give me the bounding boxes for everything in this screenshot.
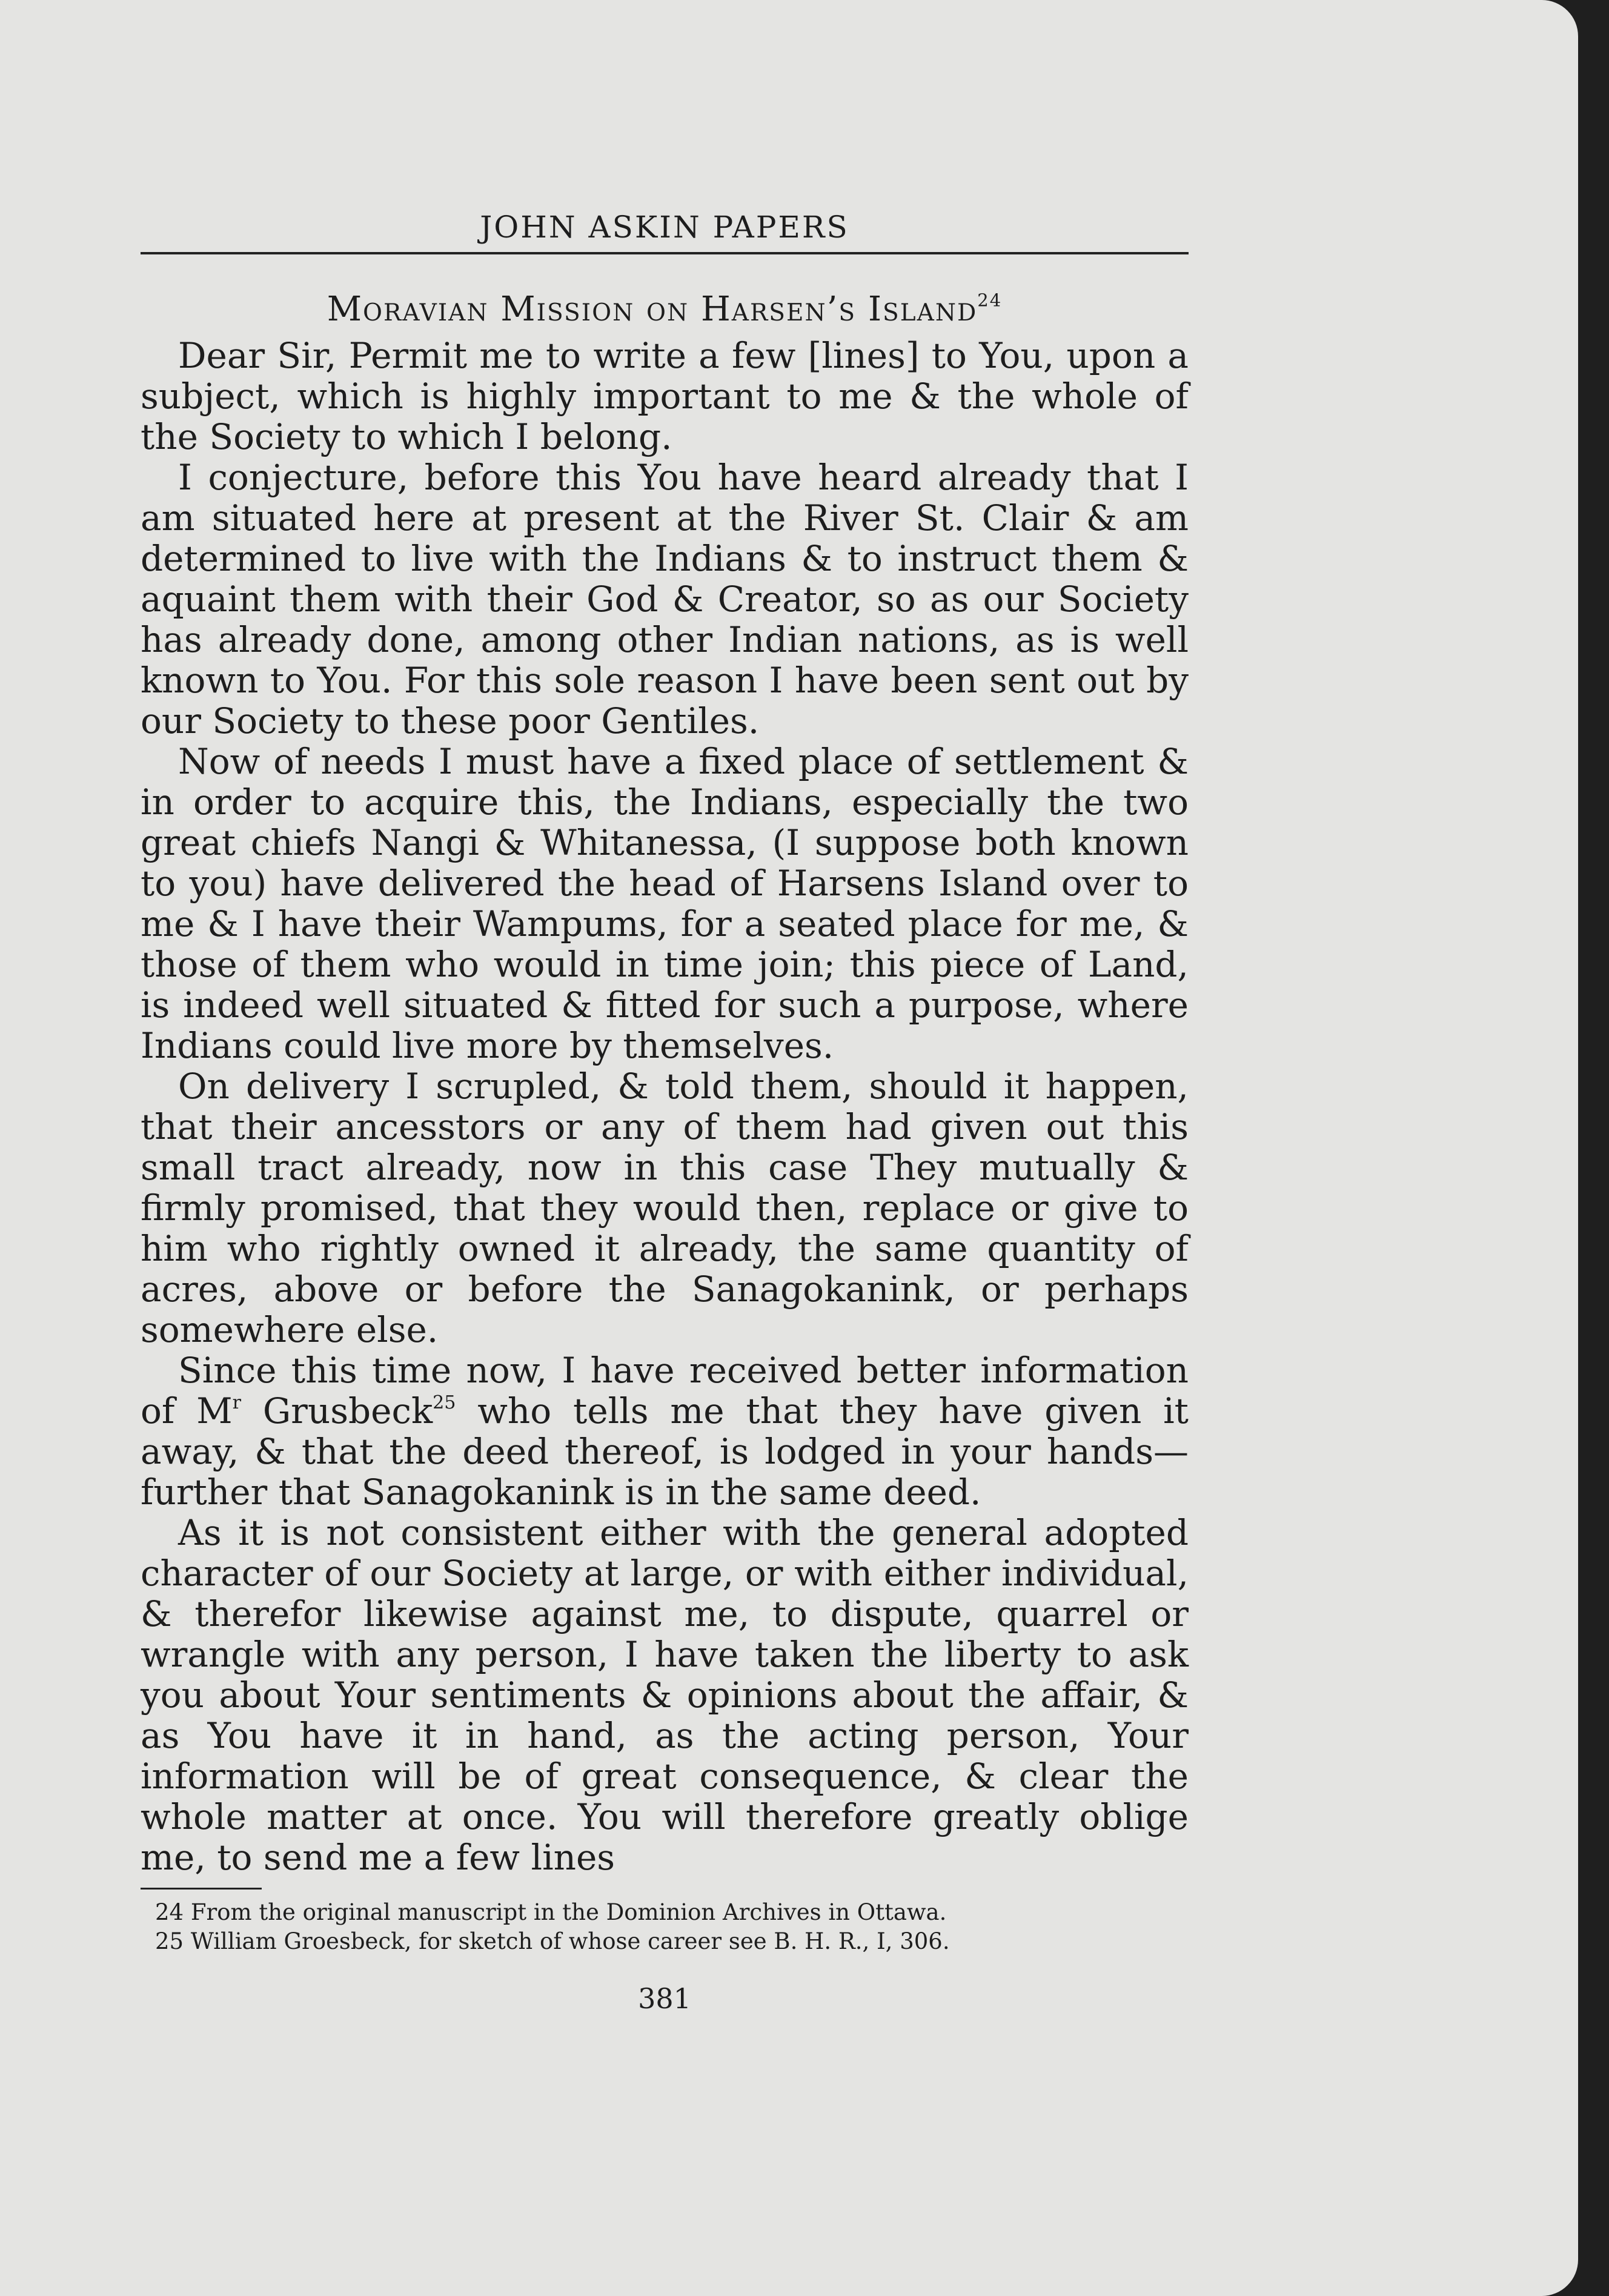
- section-title: [141, 288, 1189, 331]
- paragraph-5: Since this time now, I have received better information of $M^r$ Grusbeck$^{25}$ who tells me that they have given it away, & that the deed thereof, is lodged in your hands—further that Sanagokanink is in the same deed.: [141, 1350, 1189, 1513]
- header-rule: [141, 252, 1189, 254]
- title-abbrev-sup: r: [232, 1392, 242, 1413]
- footnote-24: 24 From the original manuscript in the Dominion Archives in Ottawa.: [155, 1899, 947, 1925]
- paragraph-2: I conjecture, before this You have heard already that I am situated here at present at the River St. Clair & am determined to live with the Indians & to instruct them & aquaint them with their God & Creator, so as our Society has already done, among other Indian nations, as is well known to You. For this sole reason I have been sent out by our Society to these poor Gentiles.: [141, 457, 1189, 742]
- paragraph-1: Dear Sir, Permit me to write a few [lines] to You, upon a subject, which is highly important to me & the whole of the Society to which I belong.: [141, 335, 1189, 457]
- footnote-ref-24: 24: [977, 290, 1003, 311]
- section-title-text: Moravian Mission on Harsen’s Island: [327, 290, 978, 329]
- running-head: JOHN ASKIN PAPERS: [480, 210, 849, 245]
- footnotes: [141, 1898, 1189, 1956]
- letter-body: [141, 336, 1189, 1878]
- footnote-25: 25 William Groesbeck, for sketch of whose career see B. H. R., I, 306.: [155, 1928, 950, 1954]
- page-number: 381: [638, 1982, 691, 2015]
- paragraph-6: As it is not consistent either with the general adopted character of our Society at large, or with either individual, & therefor likewise against me, to dispute, quarrel or wrangle with any person, I have taken the liberty to ask you about Your sentiments & opinions about the affair, & as You have it in hand, as the acting person, Your information will be of great consequence, & clear the whole matter at once. You will therefore greatly oblige me, to send me a few lines: [141, 1512, 1189, 1878]
- paragraph-4: On delivery I scrupled, & told them, should it happen, that their ancesstors or any of them had given out this small tract already, now in this case They mutually & firmly promised, that they would then, replace or give to him who rightly owned it already, the same quantity of acres, above or before the Sanagokanink, or perhaps somewhere else.: [141, 1066, 1189, 1350]
- footnote-rule: [141, 1888, 262, 1890]
- text-block: [141, 206, 1189, 2017]
- footnote-ref-25: 25: [433, 1392, 456, 1413]
- paragraph-3: Now of needs I must have a fixed place of settlement & in order to acquire this, the Indians, especially the two great chiefs Nangi & Whitanessa, (I suppose both known to you) have delivered the head of Harsens Island over to me & I have their Wampums, for a seated place for me, & those of them who would in time join; this piece of Land, is indeed well situated & fitted for such a purpose, where Indians could live more by themselves.: [141, 741, 1189, 1066]
